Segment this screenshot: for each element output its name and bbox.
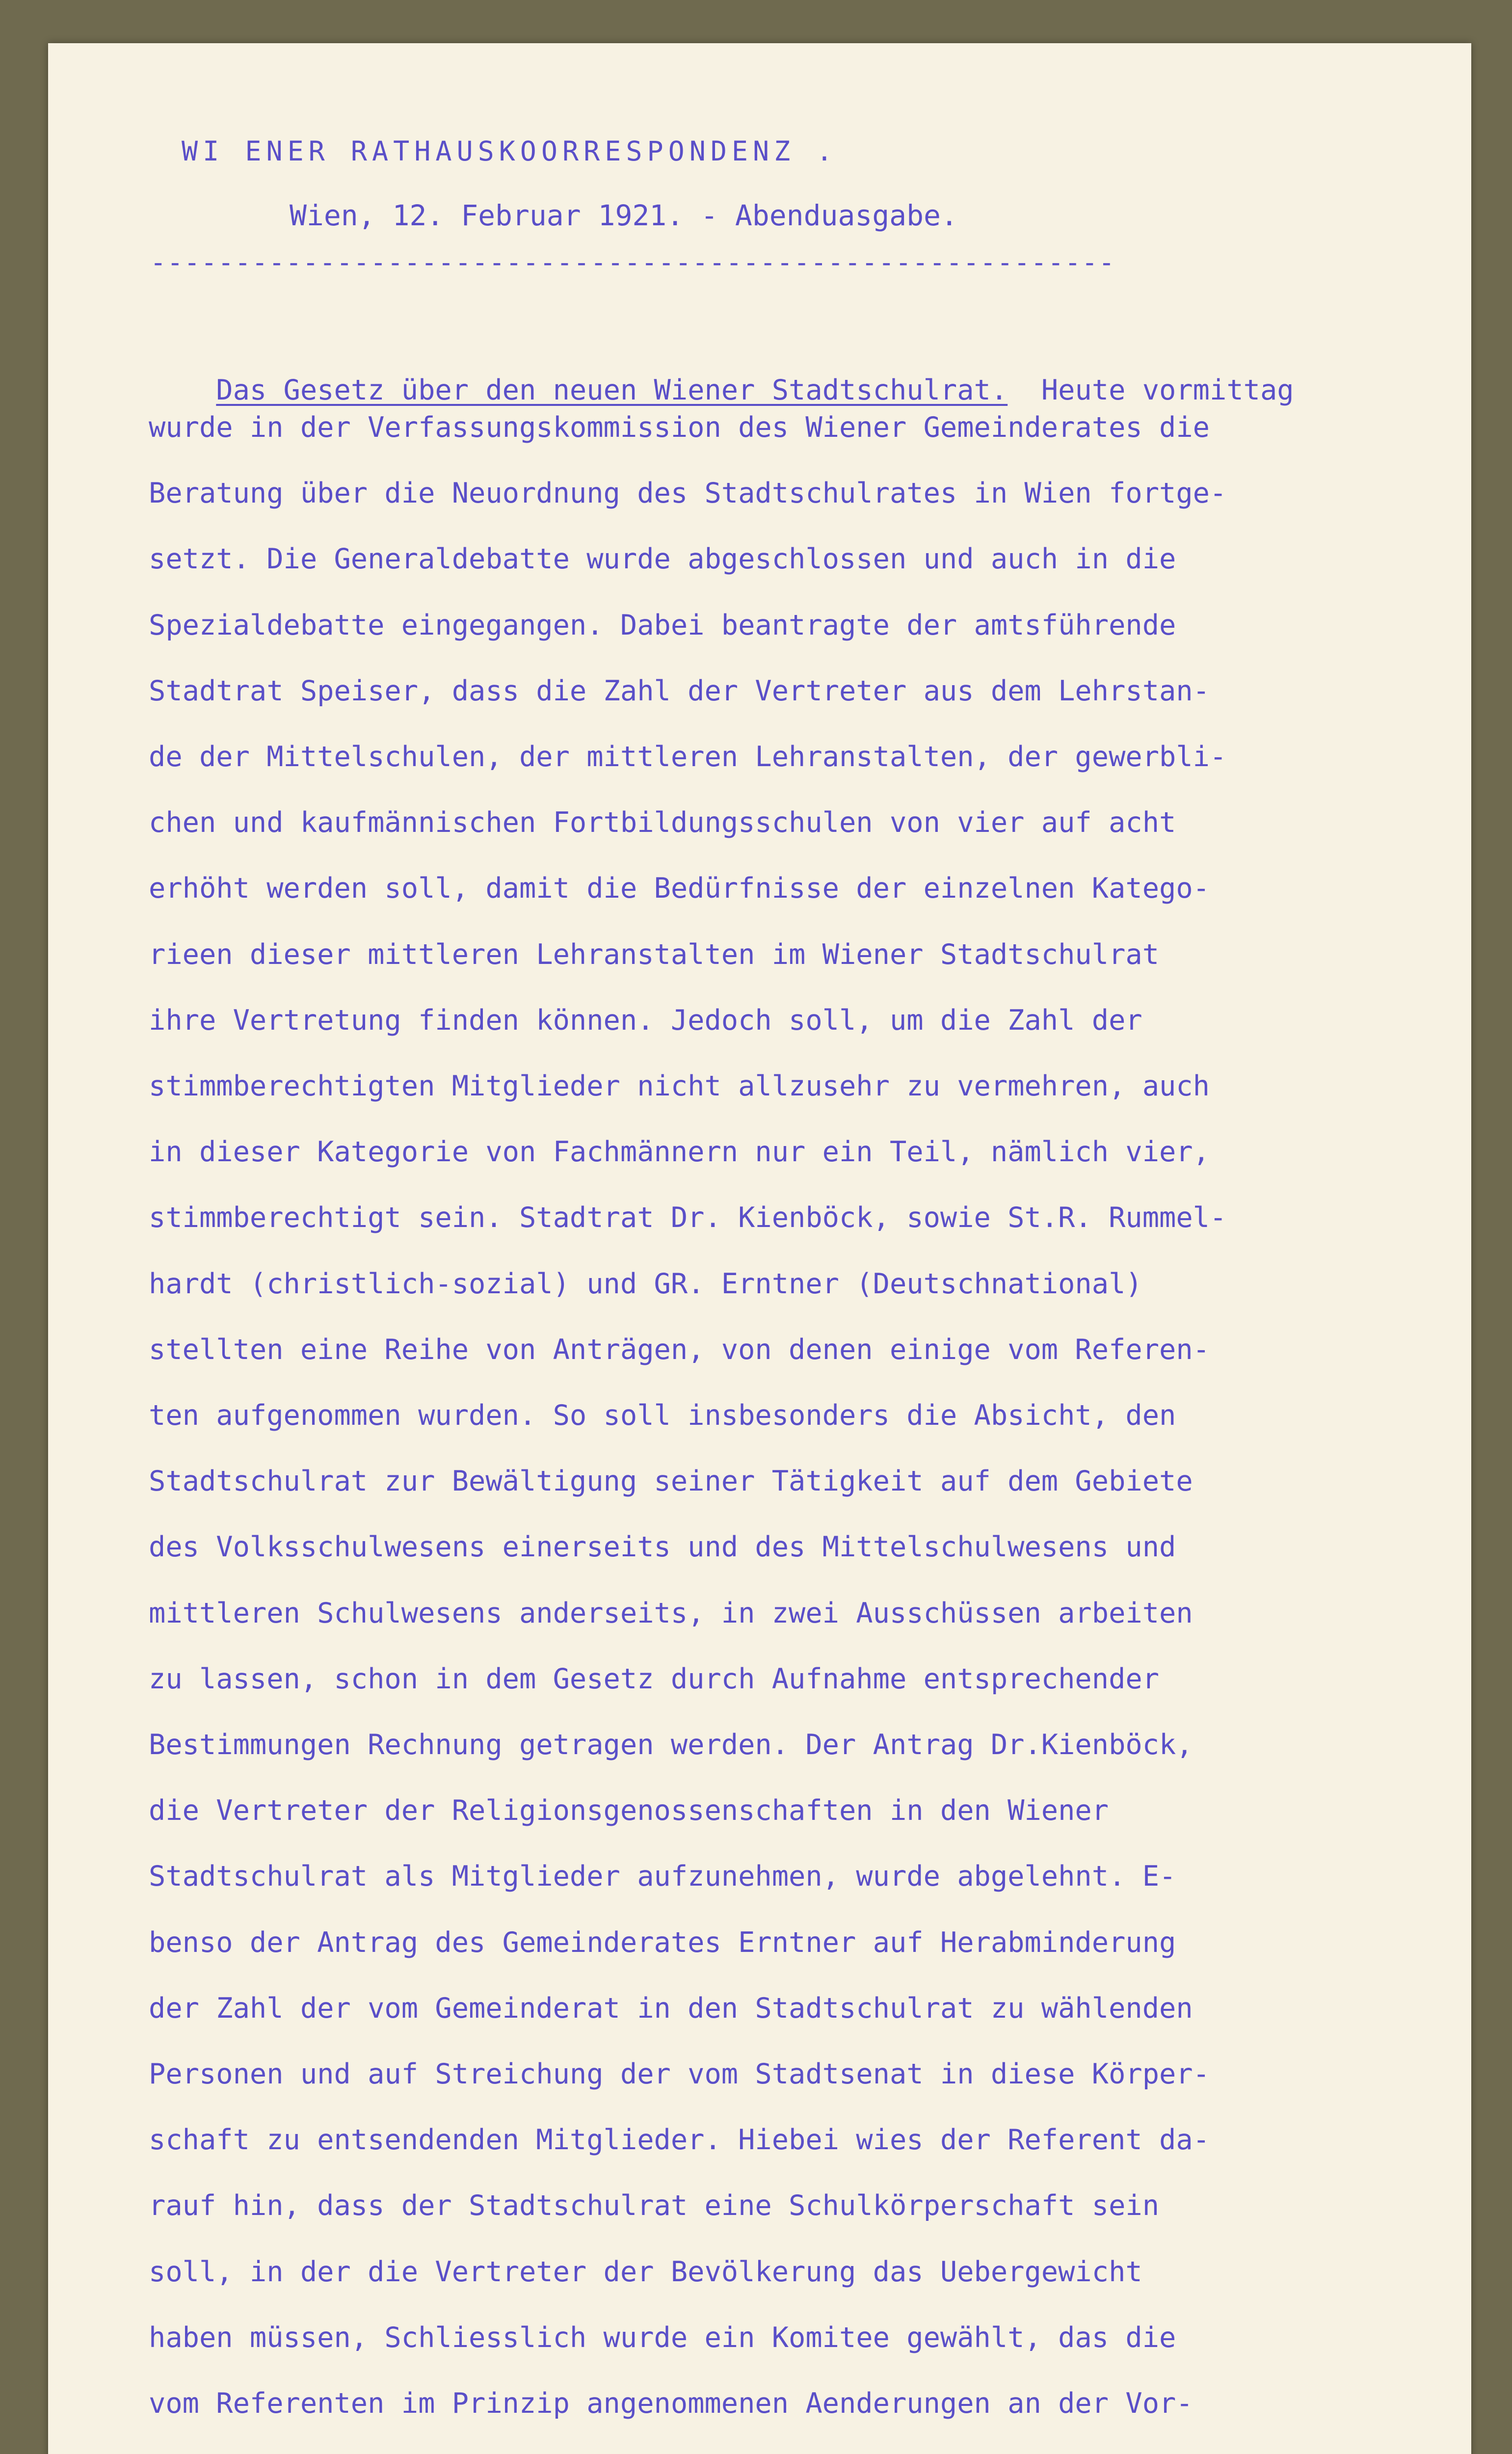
- body-line: mittleren Schulwesens anderseits, in zwei Ausschüssen arbeiten: [149, 1597, 1193, 1629]
- document-page: [48, 43, 1471, 2454]
- body-line: wurde in der Verfassungskommission des Wiener Gemeinderates die: [149, 411, 1210, 444]
- body-line: rauf hin, dass der Stadtschulrat eine Schulkörperschaft sein: [149, 2189, 1160, 2222]
- body-line: ten aufgenommen wurden. So soll insbesonders die Absicht, den: [149, 1399, 1176, 1432]
- first-line-text: Heute vormittag: [1041, 374, 1294, 406]
- body-line: die Vertreter der Religionsgenossenschaften in den Wiener: [149, 1794, 1109, 1827]
- body-line: Bestimmungen Rechnung getragen werden. Der Antrag Dr.Kienböck,: [149, 1729, 1193, 1761]
- body-line: stimmberechtigt sein. Stadtrat Dr. Kienböck, sowie St.R. Rummel-: [149, 1201, 1227, 1234]
- body-line: in dieser Kategorie von Fachmännern nur ein Teil, nämlich vier,: [149, 1136, 1210, 1169]
- body-line: ihre Vertretung finden können. Jedoch soll, um die Zahl der: [149, 1004, 1142, 1037]
- body-line: Personen und auf Streichung der vom Stadtsenat in diese Körper-: [149, 2058, 1210, 2090]
- body-line: chen und kaufmännischen Fortbildungsschulen von vier auf acht: [149, 806, 1176, 839]
- body-line: hardt (christlich-sozial) und GR. Erntner (Deutschnational): [149, 1267, 1142, 1300]
- body-line: der Zahl der vom Gemeinderat in den Stadtschulrat zu wählenden: [149, 1992, 1193, 2025]
- dateline: Wien, 12. Februar 1921. - Abenduasgabe.: [290, 199, 958, 232]
- body-line: rieen dieser mittleren Lehranstalten im Wiener Stadtschulrat: [149, 938, 1160, 971]
- body-line: erhöht werden soll, damit die Bedürfnisse der einzelnen Katego-: [149, 872, 1210, 905]
- body-line: vom Referenten im Prinzip angenommenen Aenderungen an der Vor-: [149, 2387, 1193, 2420]
- body-line: zu lassen, schon in dem Gesetz durch Aufnahme entsprechender: [149, 1662, 1160, 1695]
- body-line: Stadtschulrat zur Bewältigung seiner Tätigkeit auf dem Gebiete: [149, 1465, 1193, 1498]
- body-line: stimmberechtigten Mitglieder nicht allzusehr zu vermehren, auch: [149, 1070, 1210, 1102]
- header-divider: ---------------------------------------------------------: [150, 247, 1116, 278]
- article-title: Das Gesetz über den neuen Wiener Stadtschulrat.: [216, 374, 1008, 406]
- body-line: Spezialdebatte eingegangen. Dabei beantragte der amtsführende: [149, 609, 1176, 641]
- body-line: de der Mittelschulen, der mittleren Lehranstalten, der gewerbli-: [149, 741, 1227, 773]
- body-line: Stadtschulrat als Mitglieder aufzunehmen, wurde abgelehnt. E-: [149, 1860, 1176, 1893]
- body-line: stellten eine Reihe von Anträgen, von denen einige vom Referen-: [149, 1333, 1210, 1366]
- body-line: benso der Antrag des Gemeinderates Erntner auf Herabminderung: [149, 1926, 1176, 1959]
- letterhead: WI ENER RATHAUSKOORRESPONDENZ .: [182, 135, 838, 167]
- body-line: soll, in der die Vertreter der Bevölkerung das Uebergewicht: [149, 2255, 1142, 2288]
- body-line: Stadtrat Speiser, dass die Zahl der Vertreter aus dem Lehrstan-: [149, 674, 1210, 707]
- body-line: haben müssen, Schliesslich wurde ein Komitee gewählt, das die: [149, 2321, 1176, 2354]
- body-line: schaft zu entsendenden Mitglieder. Hiebei wies der Referent da-: [149, 2124, 1210, 2157]
- body-line: des Volksschulwesens einerseits und des Mittelschulwesens und: [149, 1531, 1176, 1564]
- body-line: setzt. Die Generaldebatte wurde abgeschlossen und auch in die: [149, 543, 1176, 576]
- body-line: Beratung über die Neuordnung des Stadtschulrates in Wien fortge-: [149, 477, 1227, 510]
